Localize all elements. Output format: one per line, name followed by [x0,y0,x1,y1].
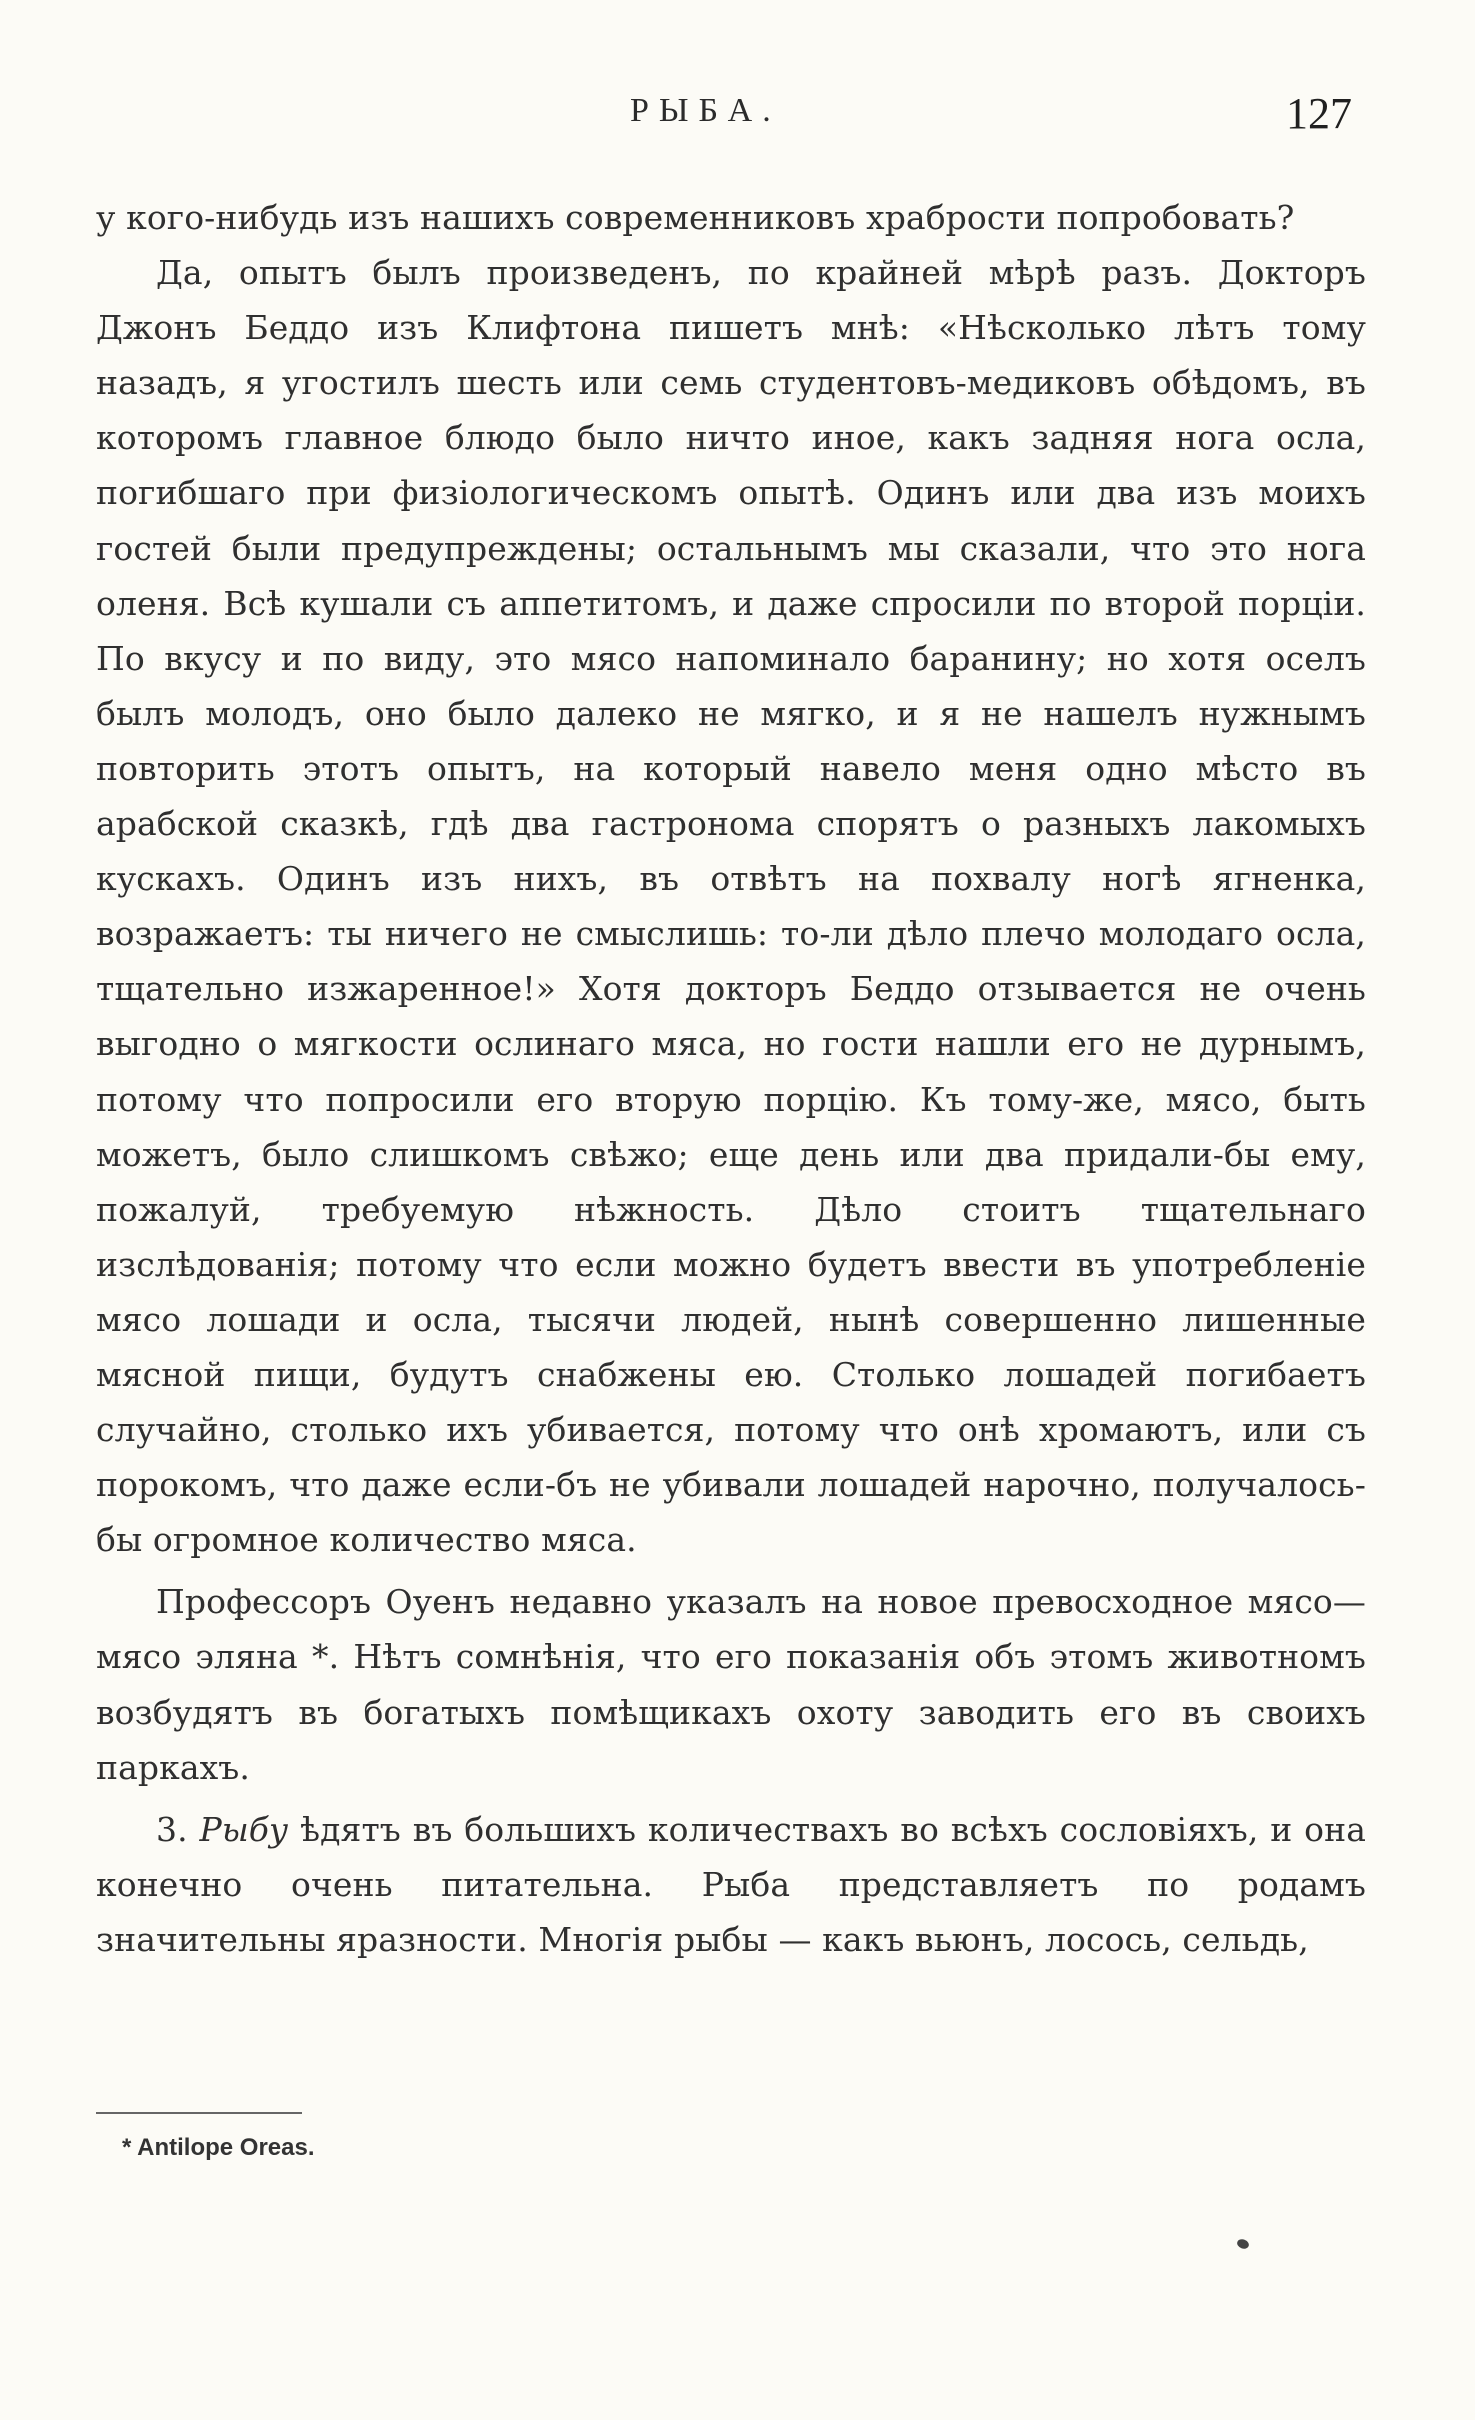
footnote: * Antilope Oreas. [122,2134,315,2161]
paragraph-owen: Профессоръ Оуенъ недавно указалъ на новое превосходное мясо— мясо эляна *. Нѣтъ сомнѣнія, что его показанія объ этомъ животномъ возбудятъ въ богатыхъ помѣщикахъ охоту заводить его въ своихъ паркахъ. [96,1582,1366,1787]
paragraph-continuation: у кого-нибудь изъ нашихъ современниковъ храбрости попробовать? [96,198,1295,237]
running-head [0,89,1475,152]
paragraph-fish-text: ѣдятъ въ большихъ количествахъ во всѣхъ сословіяхъ, и она конечно очень питательна. Рыба представляетъ по родамъ значительны яразности. Многія рыбы — какъ вьюнъ, лосось, сельдь, [96,1809,1367,1959]
page-number: 127 [1286,89,1352,138]
paragraph-fish [96,1802,1366,1967]
ink-spot [1236,2238,1250,2251]
section-number: 3. [156,1809,188,1849]
emphasized-word: Рыбу [199,1809,289,1849]
body-text [96,190,1366,1967]
running-title: РЫБА. [630,92,781,129]
paragraph-experiment: Да, опытъ былъ произведенъ, по крайней мѣрѣ разъ. Докторъ Джонъ Беддо изъ Клифтона пишетъ мнѣ: «Нѣсколько лѣтъ тому назадъ, я угостилъ шесть или семь студентовъ-медиковъ обѣдомъ, въ которомъ главное блюдо было ничто иное, какъ задняя нога осла, погибшаго при физіологическомъ опытѣ. Одинъ или два изъ моихъ гостей были предупреждены; остальнымъ мы сказали, что это нога оленя. Всѣ кушали съ аппетитомъ, и даже спросили по второй порціи. По вкусу и по виду, это мясо напоминало баранину; но хотя оселъ былъ молодъ, оно было далеко не мягко, и я не нашелъ нужнымъ повторить этотъ опытъ, на который навело меня одно мѣсто въ арабской сказкѣ, гдѣ два гастронома спорятъ о разныхъ лакомыхъ кускахъ. Одинъ изъ нихъ, въ отвѣтъ на похвалу ногѣ ягненка, возражаетъ: ты ничего не смыслишь: то-ли дѣло плечо молодаго осла, тщательно изжаренное!» Хотя докторъ Беддо отзывается не очень выгодно о мягкости ослинаго мяса, но гости нашли его не дурнымъ, потому что попросили его вторую порцію. Къ тому-же, мясо, быть можетъ, было слишкомъ свѣжо; еще день или два придали-бы ему, пожалуй, требуемую нѣжность. Дѣло стоитъ тщательнаго изслѣдованія; потому что если можно будетъ ввести въ употребленіе мясо лошади и осла, тысячи людей, нынѣ совершенно лишенные мясной пищи, будутъ снабжены ею. Столько лошадей погибаетъ случайно, столько ихъ убивается, потому что онѣ хромаютъ, или съ порокомъ, что даже если-бъ не убивали лошадей нарочно, получалось-бы огромное количество мяса. [96,253,1366,1560]
footnote-rule [96,2112,302,2114]
